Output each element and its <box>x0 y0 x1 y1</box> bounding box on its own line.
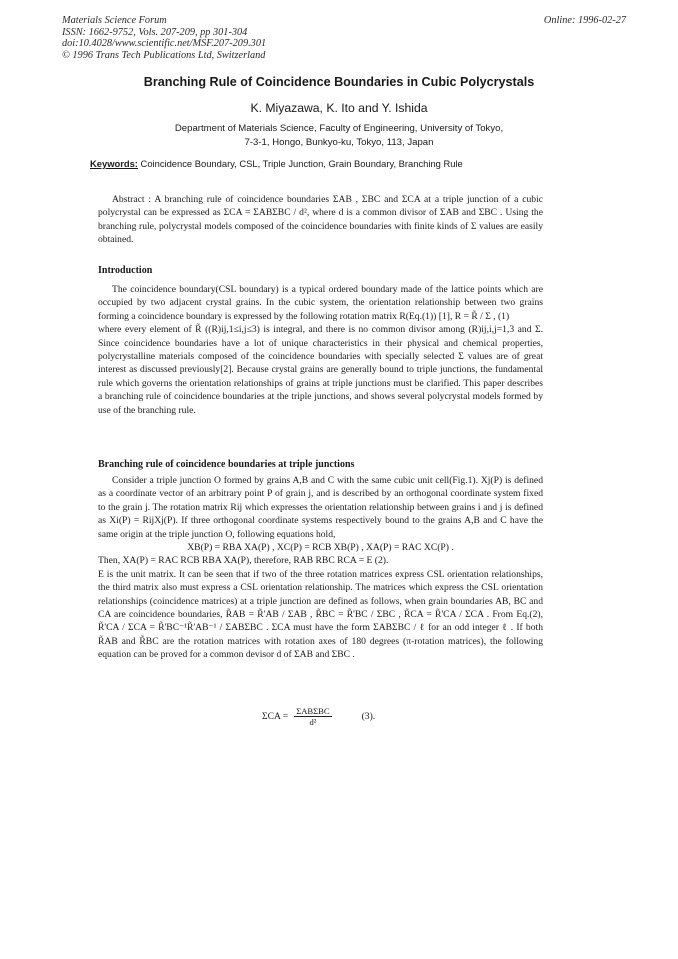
affiliation-line-1: Department of Materials Science, Faculty of Engineering, University of Tokyo, <box>174 123 504 134</box>
equation-line: XB(P) = RBA XA(P) , XC(P) = RCB XB(P) , XA(P) = RAC XC(P) . <box>187 542 454 554</box>
intro-paragraph-2: where every element of R̃ ((R)ij,1≤i,j≤3) is integral, and there is no common divisor among (R)ij,i,j=1,3 and Σ. Since coincidence boundaries have a lot of unique characteristics in their physical and chemical properties, polycrystalline materials composed of the coincidence boundaries with specially selected Σ values are of great interest as discussed previously[2]. Because crystal grains are generally bound to triple junctions, the fundamental rule which governs the orientation relationships of grains at triple junctions must be clarified. This paper describes a branching rule of coincidence boundaries at the triple junctions, and shows several polycrystal models formed by use of the branching rule. <box>98 324 543 416</box>
branch-paragraph-2: Then, XA(P) = RAC RCB RBA XA(P), therefore, RAB RBC RCA = E (2). <box>98 555 389 567</box>
equation-3 <box>262 706 375 727</box>
intro-paragraph-1: The coincidence boundary(CSL boundary) is a typical ordered boundary made of the lattice points which are occupied by two adjacent crystal grains. In the cubic system, the orientation relationship between two grains forming a coincidence boundary is expressed by the following rotation matrix R(Eq.(1)) [1], R = R̃ / Σ , (1) <box>98 284 543 322</box>
affiliation-line-2: 7-3-1, Hongo, Bunkyo-ku, Tokyo, 113, Japan <box>244 137 434 148</box>
equation-3-fraction <box>294 706 331 727</box>
intro-section <box>98 283 543 417</box>
keywords-label: Keywords: <box>90 158 138 169</box>
affiliation <box>0 122 678 150</box>
branch-heading: Branching rule of coincidence boundaries at triple junctions <box>98 459 355 470</box>
paper-title: Branching Rule of Coincidence Boundaries in Cubic Polycrystals <box>143 75 535 89</box>
doi-line: doi:10.4028/www.scientific.net/MSF.207-209.301 <box>62 38 267 50</box>
equation-3-tag: (3). <box>361 711 376 722</box>
keywords <box>90 158 463 169</box>
online-date: Online: 1996-02-27 <box>543 15 626 26</box>
journal-name: Materials Science Forum <box>62 15 167 26</box>
paper-authors: K. Miyazawa, K. Ito and Y. Ishida <box>250 101 428 115</box>
copyright-line: © 1996 Trans Tech Publications Ltd, Switzerland <box>62 49 266 61</box>
intro-heading: Introduction <box>98 265 153 276</box>
equation-3-lhs: ΣCA = <box>262 711 289 722</box>
abstract-text: Abstract : A branching rule of coincidence boundaries ΣAB , ΣBC and ΣCA at a triple junction of a cubic polycrystal can be expressed as ΣCA = ΣABΣBC / d², where d is a common divisor of ΣAB and ΣBC . Using the branching rule, polycrystal models composed of the coincidence boundaries with finite kinds of Σ values are easily obtained. <box>98 194 543 246</box>
branch-paragraph-3: E is the unit matrix. It can be seen that if two of the three rotation matrices express CSL orientation relationships, the third matrix also must express a CSL orientation relationship. The matrices which express the CSL orientation relationships (coincidence matrices) at a triple junction are defined as follows, when grain boundaries AB, BC and CA are coincidence boundaries, R̃AB = R̃'AB / ΣAB , R̃BC = R̃'BC / ΣBC , R̃CA = R̃'CA / ΣCA . From Eq.(2), R̃'CA / ΣCA = R̃'BC⁻¹R̃'AB⁻¹ / ΣABΣBC . ΣCA must have the form ΣABΣBC / ℓ for an odd integer ℓ . If both R̃AB and R̃BC are the rotation matrices with rotation axes of 180 degrees (π-rotation matrices), the following equation can be proved for a common devisor d of ΣAB and ΣBC . <box>98 568 543 661</box>
journal-header <box>62 15 266 61</box>
branch-paragraph-1: Consider a triple junction O formed by grains A,B and C with the same cubic unit cell(Fig.1). Xj(P) is defined as a coordinate vector of an arbitrary point P of grain j, and is described by an orthogonal coordinate system fixed to the grain j. The rotation matrix Rij which expresses the orientation relationship between grains i and j is defined as Xi(P) = RijXj(P). If three orthogonal coordinate systems respectively bound to the grains A,B and C have the same origin at the triple junction O, following equations hold, <box>98 475 543 540</box>
abstract <box>98 193 543 247</box>
equation-3-denominator: d² <box>309 717 317 727</box>
equation-3-numerator: ΣABΣBC <box>296 706 330 716</box>
branch-section <box>98 474 543 662</box>
issn-line: ISSN: 1662-9752, Vols. 207-209, pp 301-304 <box>62 26 248 38</box>
keywords-text: Coincidence Boundary, CSL, Triple Junction, Grain Boundary, Branching Rule <box>137 158 463 169</box>
